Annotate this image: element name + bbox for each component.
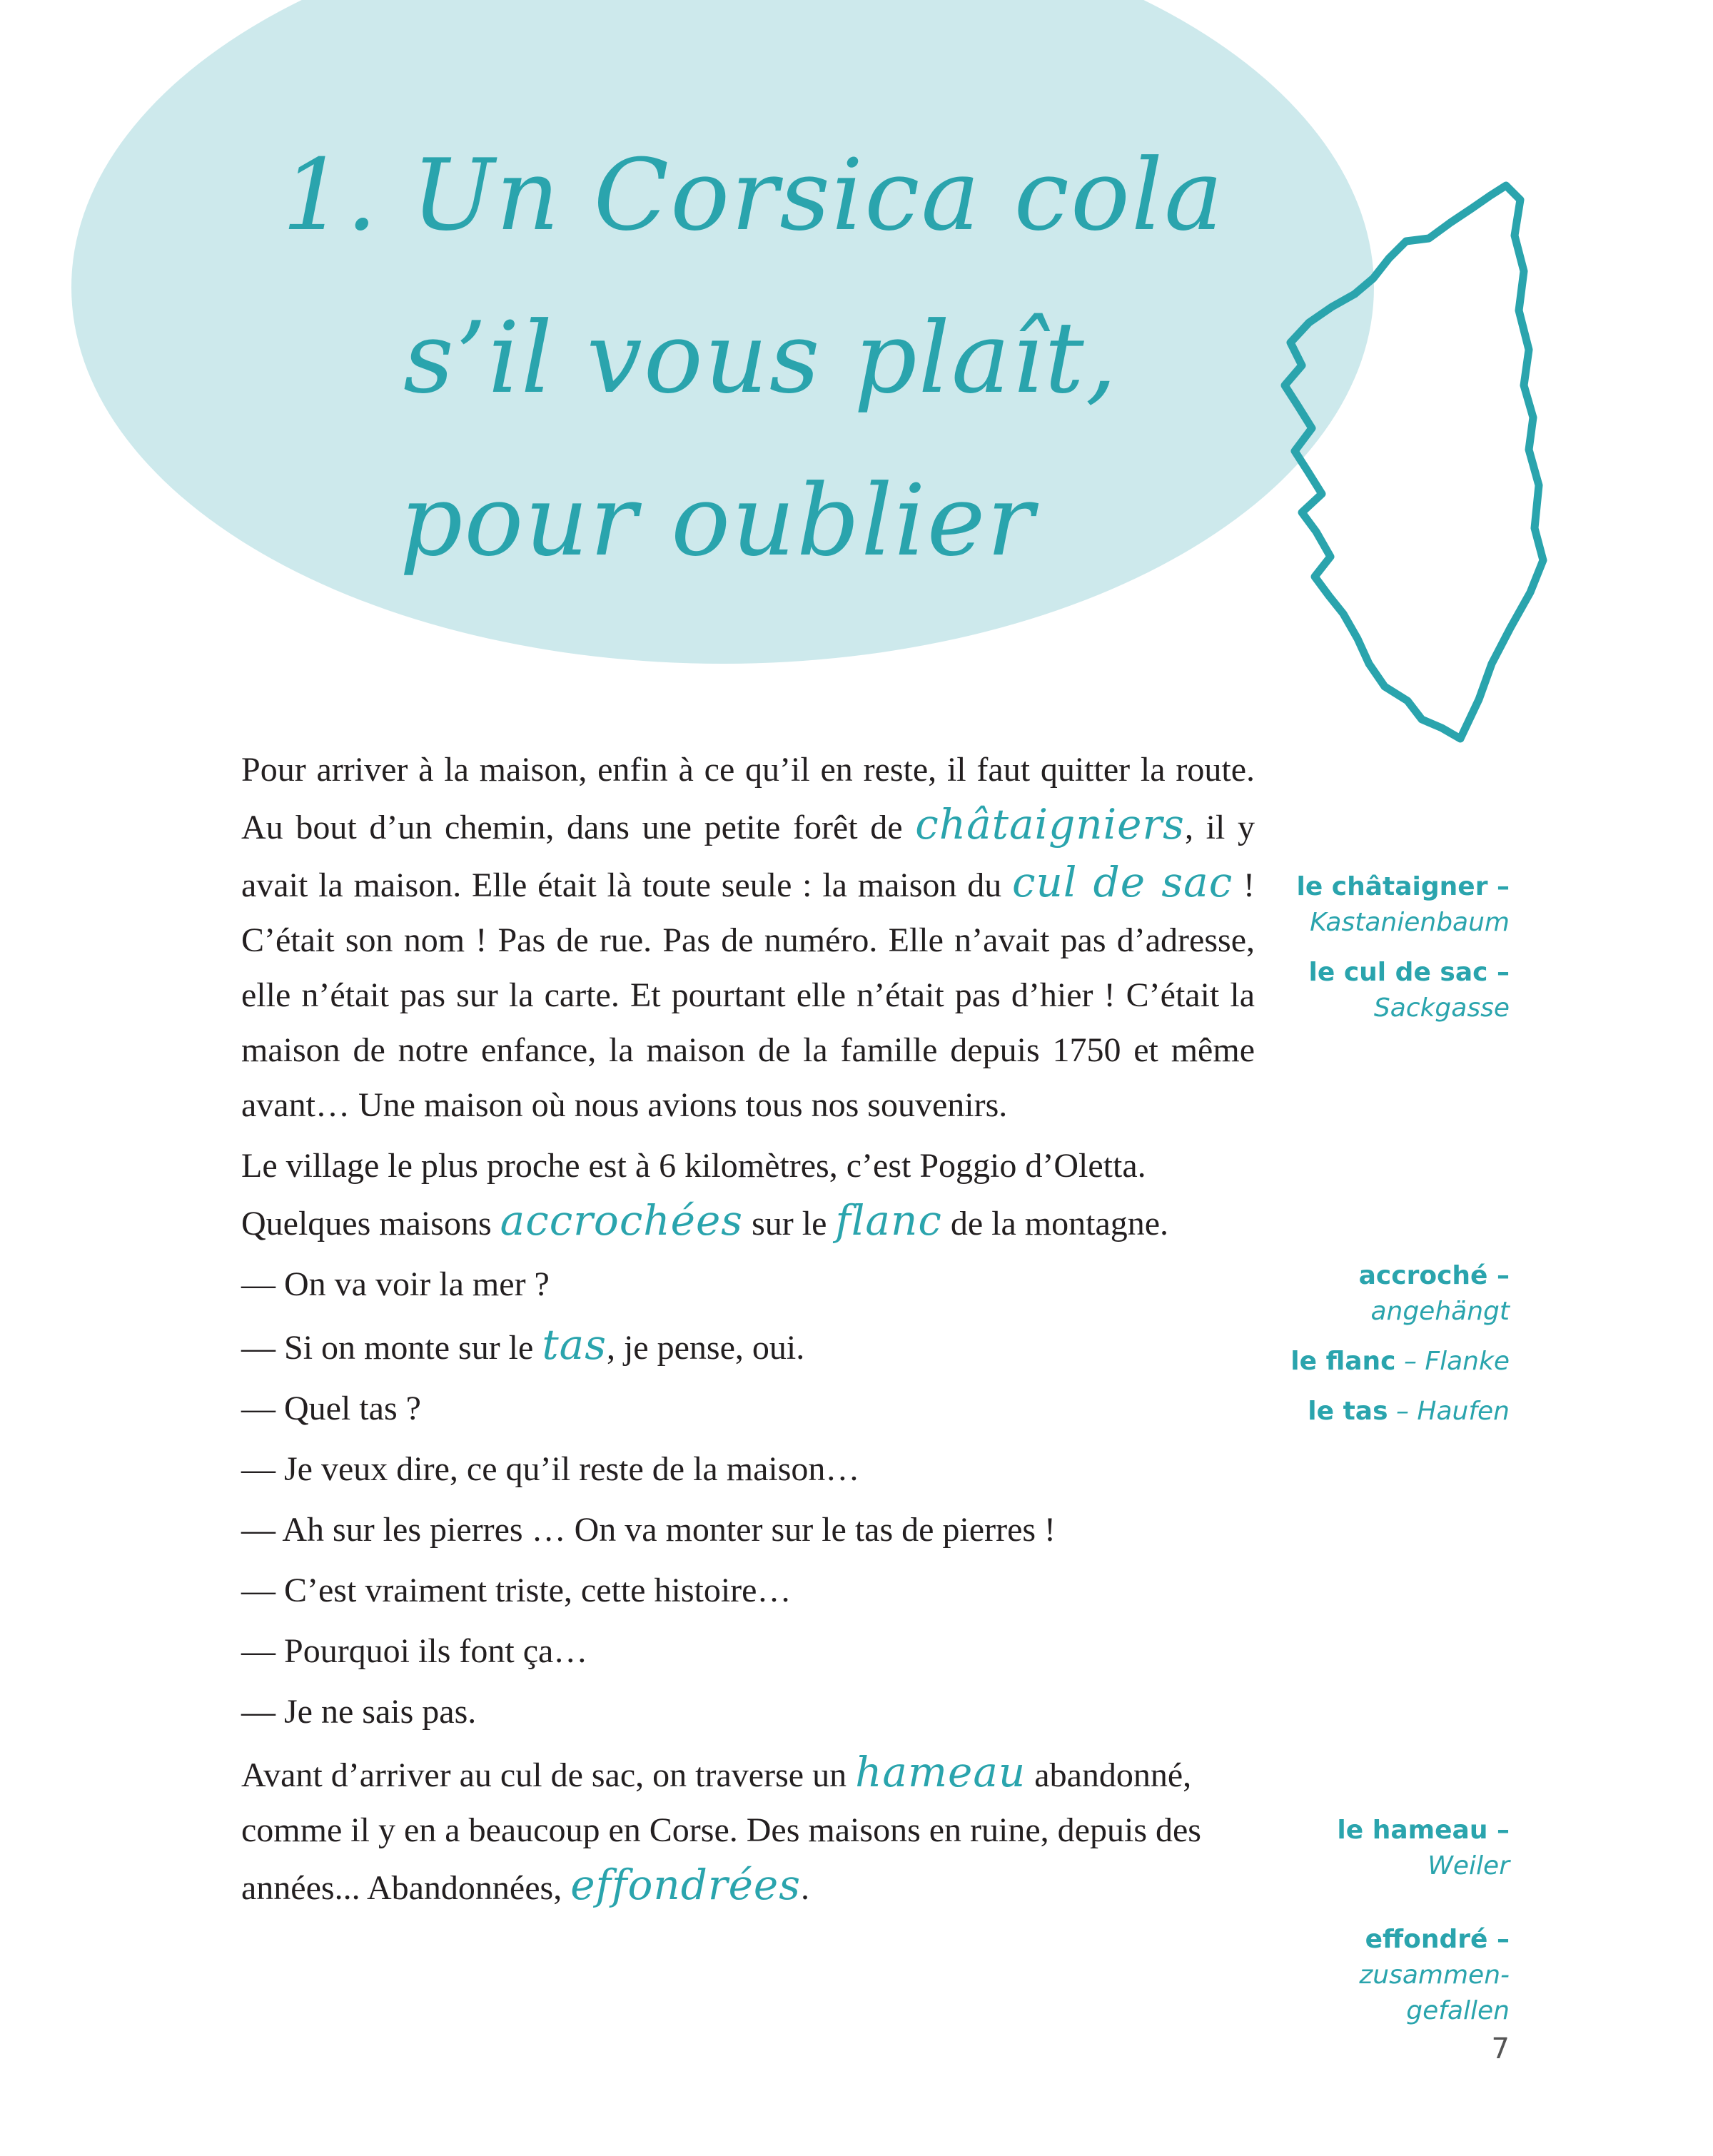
glossary-entry-chataigner: [1297, 869, 1510, 941]
glossary-entry-tas: [1308, 1394, 1510, 1429]
glossary-translation: – Haufen: [1395, 1397, 1510, 1426]
page-number: 7: [1491, 2033, 1510, 2065]
glossary-translation: – Flanke: [1403, 1347, 1510, 1376]
glossary-translation: Sackgasse: [1373, 993, 1510, 1023]
text-span: .: [801, 1869, 810, 1907]
vocab-chataigniers: châtaigniers: [915, 800, 1185, 849]
glossary-entry-hameau: [1337, 1813, 1510, 1884]
text-span: — Si on monte sur le: [241, 1329, 542, 1367]
text-span: , je pense, oui.: [606, 1329, 805, 1367]
text-span: , il y avait la maison. Elle était là toute seule : la maison du: [241, 809, 1255, 904]
vocab-flanc: flanc: [835, 1196, 942, 1245]
text-span: Le village le plus proche est à 6 kilomètres, c’est Poggio d’Oletta. Quelques maisons: [241, 1147, 1146, 1243]
text-span: abandonné, comme il y en a beaucoup en Corse. Des maisons en ruine, depuis des années... Abandonnées,: [241, 1756, 1201, 1907]
text-span: sur le: [743, 1205, 836, 1243]
vocab-effondrees: effondrées: [570, 1861, 802, 1909]
glossary-term: le flanc: [1290, 1347, 1396, 1376]
glossary-entry-effondre: [1359, 1922, 1510, 2029]
vocab-accrochees: accrochées: [500, 1196, 744, 1245]
chapter-title-line-1: 1. Un Corsica cola: [282, 138, 1225, 253]
dialogue-line-3: — Quel tas ?: [241, 1390, 421, 1427]
vocab-hameau: hameau: [855, 1748, 1026, 1796]
dialogue-line-8: — Je ne sais pas.: [241, 1693, 477, 1731]
glossary-term: accroché –: [1358, 1261, 1510, 1290]
vocab-cul-de-sac: cul de sac: [1012, 858, 1233, 906]
chapter-title: [282, 114, 1224, 602]
text-span: Pour arriver à la maison, enfin à ce qu’il en reste, il faut quitter la route. Au bout d’un chemin, dans une petite forêt de: [241, 751, 1255, 846]
paragraph-2: [241, 1138, 1255, 1251]
glossary-term: le cul de sac –: [1308, 958, 1510, 987]
chapter-title-line-3: pour oublier: [400, 463, 1036, 578]
paragraph-1: [241, 742, 1255, 1133]
paragraph-3: [241, 1745, 1255, 1915]
glossary-term: effondré –: [1365, 1925, 1510, 1954]
glossary-entry-cul-de-sac: [1309, 955, 1510, 1026]
chapter-title-line-2: s’il vous plaît,: [403, 300, 1118, 415]
glossary-translation: zusammen- gefallen: [1359, 1960, 1510, 2025]
body-text: [241, 742, 1255, 1915]
glossary-term: le hameau –: [1337, 1816, 1510, 1845]
dialogue-line-7: — Pourquoi ils font ça…: [241, 1632, 588, 1670]
dialogue-line-4: — Je veux dire, ce qu’il reste de la maison…: [241, 1450, 860, 1488]
dialogue-line-5: — Ah sur les pierres … On va monter sur le tas de pierres !: [241, 1511, 1056, 1549]
glossary-term: le châtaigner –: [1296, 872, 1510, 901]
text-span: de la montagne.: [941, 1205, 1169, 1243]
vocab-tas: tas: [542, 1320, 607, 1369]
glossary-translation: angehängt: [1370, 1297, 1510, 1326]
glossary-term: le tas: [1308, 1397, 1388, 1426]
dialogue-line-1: — On va voir la mer ?: [241, 1265, 550, 1303]
glossary-entry-accroche: [1359, 1258, 1510, 1330]
text-span: Avant d’arriver au cul de sac, on traverse un: [241, 1756, 856, 1794]
corsica-map-icon: [1263, 171, 1592, 756]
glossary-entry-flanc: [1290, 1344, 1510, 1380]
dialogue-line-6: — C’est vraiment triste, cette histoire…: [241, 1572, 792, 1609]
glossary-translation: Kastanienbaum: [1310, 908, 1510, 937]
dialogue-line-2: [241, 1317, 1255, 1375]
text-span: ! C’était son nom ! Pas de rue. Pas de numéro. Elle n’avait pas d’adresse, elle n’était pas sur la carte. Et pourtant elle n’était pas d’hier ! C’était la maison de notre enfance, la maison de la famille depuis 1750 et même avant… Une maison où nous avions tous nos souvenirs.: [241, 866, 1255, 1124]
glossary-translation: Weiler: [1428, 1851, 1510, 1881]
